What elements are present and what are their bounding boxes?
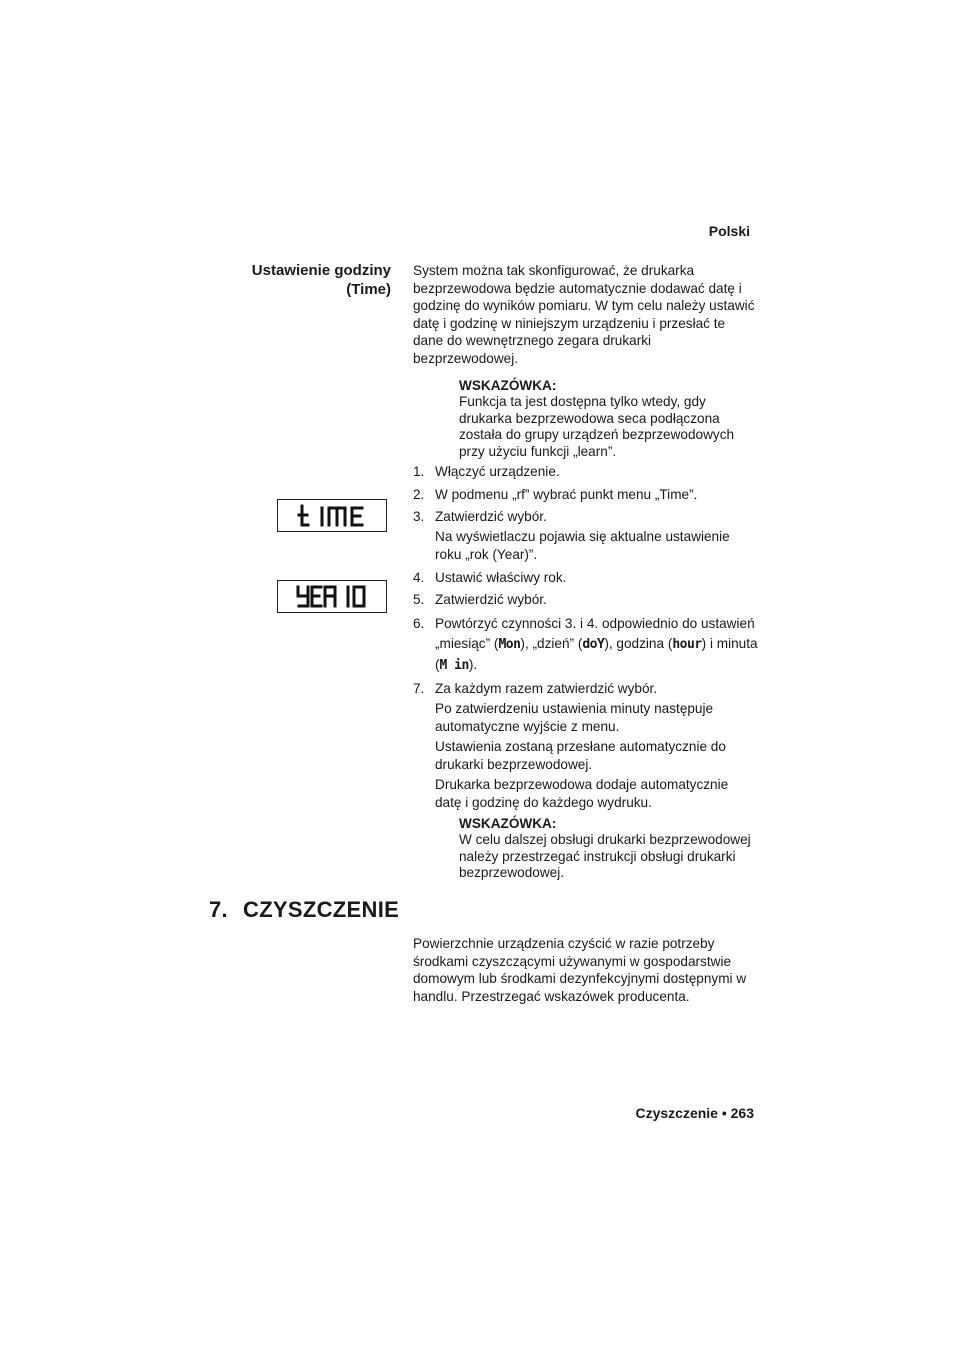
seg-day-label: doY <box>582 636 605 652</box>
language-label: Polski <box>708 223 750 239</box>
note-1-text: Funkcja ta jest dostępna tylko wtedy, gdy drukarka bezprzewodowa seca podłączona została do grupy urządzeń bezprzewodowych przy użyciu funkcji „learn”. <box>459 394 735 459</box>
list-item: 7. Za każdym razem zatwierdzić wybór. Po zatwierdzeniu ustawienia minuty następuje automatyczne wyjście z menu. Ustawienia zostaną przesłane automatycznie do drukarki bezprzewodowej. Drukarka bezprzewodowa dodaje automatycznie datę i godzinę do każdego wydruku. <box>413 681 729 810</box>
list-item: 6. Powtórzyć czynności 3. i 4. odpowiednio do ustawień „miesiąc” (Mon), „dzień” (doY), godzina (hour) i minuta (M in). <box>413 615 758 673</box>
section-title-line1: Ustawienie godziny <box>251 262 391 279</box>
display-time-icon <box>278 500 386 531</box>
seg-hour-label: hour <box>672 636 702 652</box>
seg-minute-label: M in <box>439 657 469 673</box>
list-item: 1. Włączyć urządzenie. <box>413 464 560 479</box>
seg-month-label: Mon <box>498 636 521 652</box>
cleaning-paragraph: Powierzchnie urządzenia czyścić w razie potrzeby środkami czyszczącymi używanymi w gospodarstwie domowym lub środkami dezynfekcyjnymi dostępnymi w handlu. Przestrzegać wskazówek producenta. <box>413 936 747 1004</box>
section-number: 7. <box>209 897 228 922</box>
section-title-time <box>200 261 391 299</box>
section-heading-cleaning <box>209 897 399 923</box>
note-2-title: WSKAZÓWKA: <box>459 816 557 831</box>
list-item: 2. W podmenu „rf” wybrać punkt menu „Time”. <box>413 486 698 502</box>
page-footer: Czyszczenie • 263 <box>635 1105 754 1121</box>
display-time <box>277 499 387 532</box>
display-year-icon <box>278 581 386 612</box>
note-1 <box>459 377 759 460</box>
note-2 <box>459 815 759 882</box>
list-item: 4. Ustawić właściwy rok. <box>413 569 567 585</box>
list-item: 3. Zatwierdzić wybór. Na wyświetlaczu pojawia się aktualne ustawienie roku „rok (Year)”. <box>413 509 730 562</box>
intro-paragraph: System można tak skonfigurować, że drukarka bezprzewodowa będzie automatycznie dodawać datę i godzinę do wyników pomiaru. W tym celu należy ustawić datę i godzinę w niniejszym urządzeniu i przesłać te dane do wewnętrznego zegara drukarki bezprzewodowej. <box>413 263 755 366</box>
note-2-text: W celu dalszej obsługi drukarki bezprzewodowej należy przestrzegać instrukcji obsługi drukarki bezprzewodowej. <box>459 832 751 880</box>
note-1-title: WSKAZÓWKA: <box>459 378 557 393</box>
section-title-line2: (Time) <box>346 281 391 298</box>
list-item: 5. Zatwierdzić wybór. <box>413 592 547 607</box>
display-year <box>277 580 387 613</box>
steps-list <box>413 463 758 817</box>
section-title: CZYSZCZENIE <box>243 897 400 922</box>
